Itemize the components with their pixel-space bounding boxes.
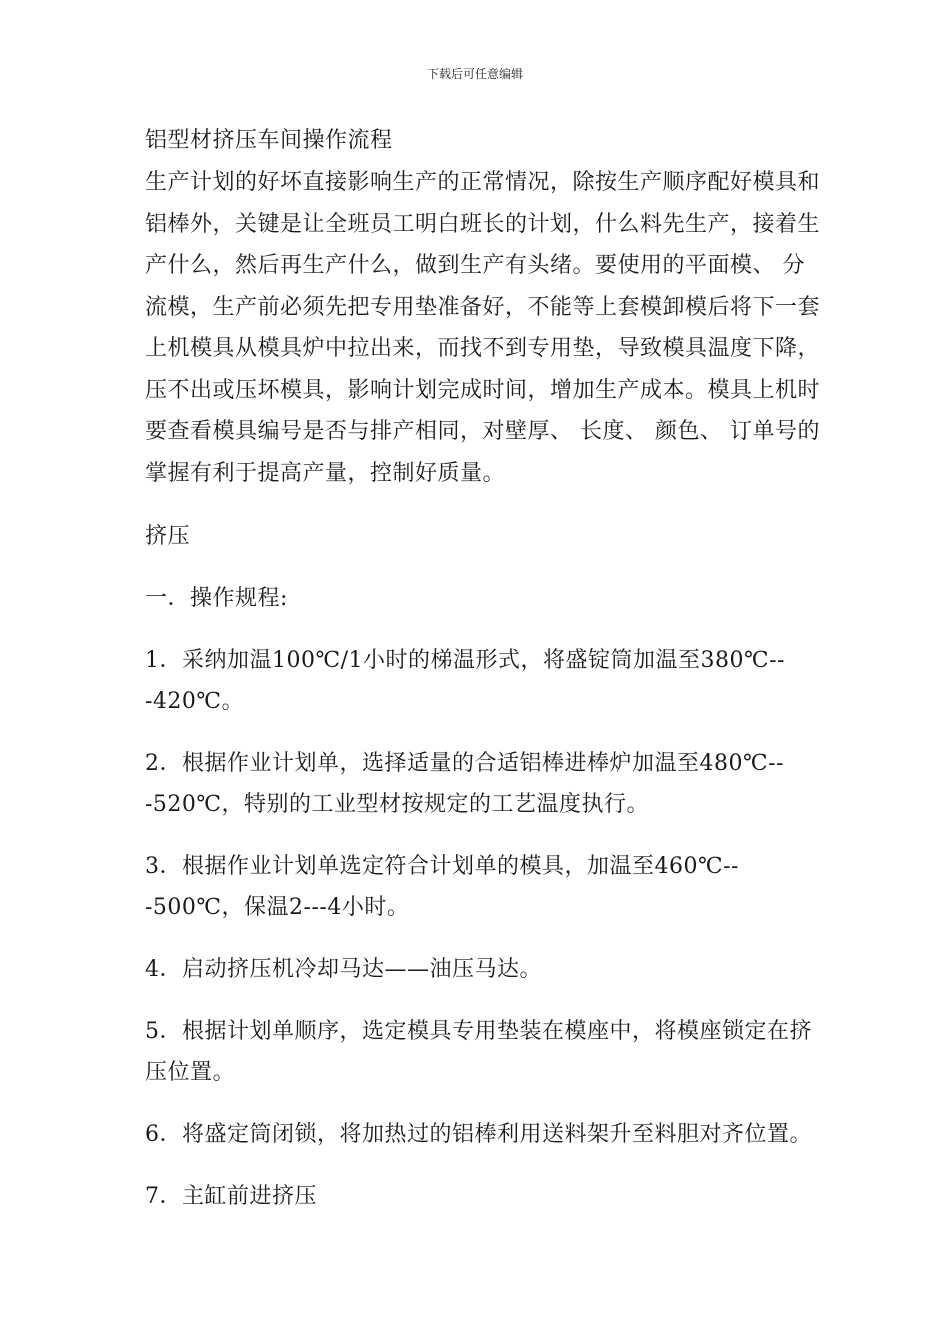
document-title: 铝型材挤压车间操作流程 bbox=[145, 128, 393, 153]
step-item: 5．根据计划单顺序，选定模具专用垫装在模座中，将模座锁定在挤压位置。 bbox=[145, 1019, 812, 1085]
step-item: 7．主缸前进挤压 bbox=[145, 1184, 317, 1209]
page-header: 下载后可任意编辑 bbox=[426, 67, 523, 81]
step-item: 1．采纳加温100℃/1小时的梯温形式，将盛锭筒加温至380℃---420℃。 bbox=[145, 648, 785, 714]
subsection-heading: 一．操作规程: bbox=[145, 586, 288, 611]
step-item: 3．根据作业计划单选定符合计划单的模具，加温至460℃---500℃，保温2---4小时。 bbox=[145, 854, 739, 920]
step-item: 4．启动挤压机冷却马达——油压马达。 bbox=[145, 957, 542, 982]
document-body bbox=[145, 120, 825, 1217]
intro-paragraph: 生产计划的好坏直接影响生产的正常情况，除按生产顺序配好模具和铝棒外，关键是让全班员工明白班长的计划，什么料先生产，接着生产什么，然后再生产什么，做到生产有头绪。要使用的平面模、 分流模，生产前必须先把专用垫准备好，不能等上套模卸模后将下一套上机模具从模具炉中拉出来，而找不到专用垫，导致模具温度下降，压不出或压坏模具，影响计划完成时间，增加生产成本。模具上机时要查看模具编号是否与排产相同，对壁厚、 长度、 颜色、 订单号的掌握有利于提高产量，控制好质量。 bbox=[145, 170, 821, 486]
step-item: 6．将盛定筒闭锁，将加热过的铝棒利用送料架升至料胆对齐位置。 bbox=[145, 1122, 812, 1147]
section-heading: 挤压 bbox=[145, 524, 191, 549]
step-item: 2．根据作业计划单，选择适量的合适铝棒进棒炉加温至480℃---520℃，特别的工业型材按规定的工艺温度执行。 bbox=[145, 751, 784, 817]
